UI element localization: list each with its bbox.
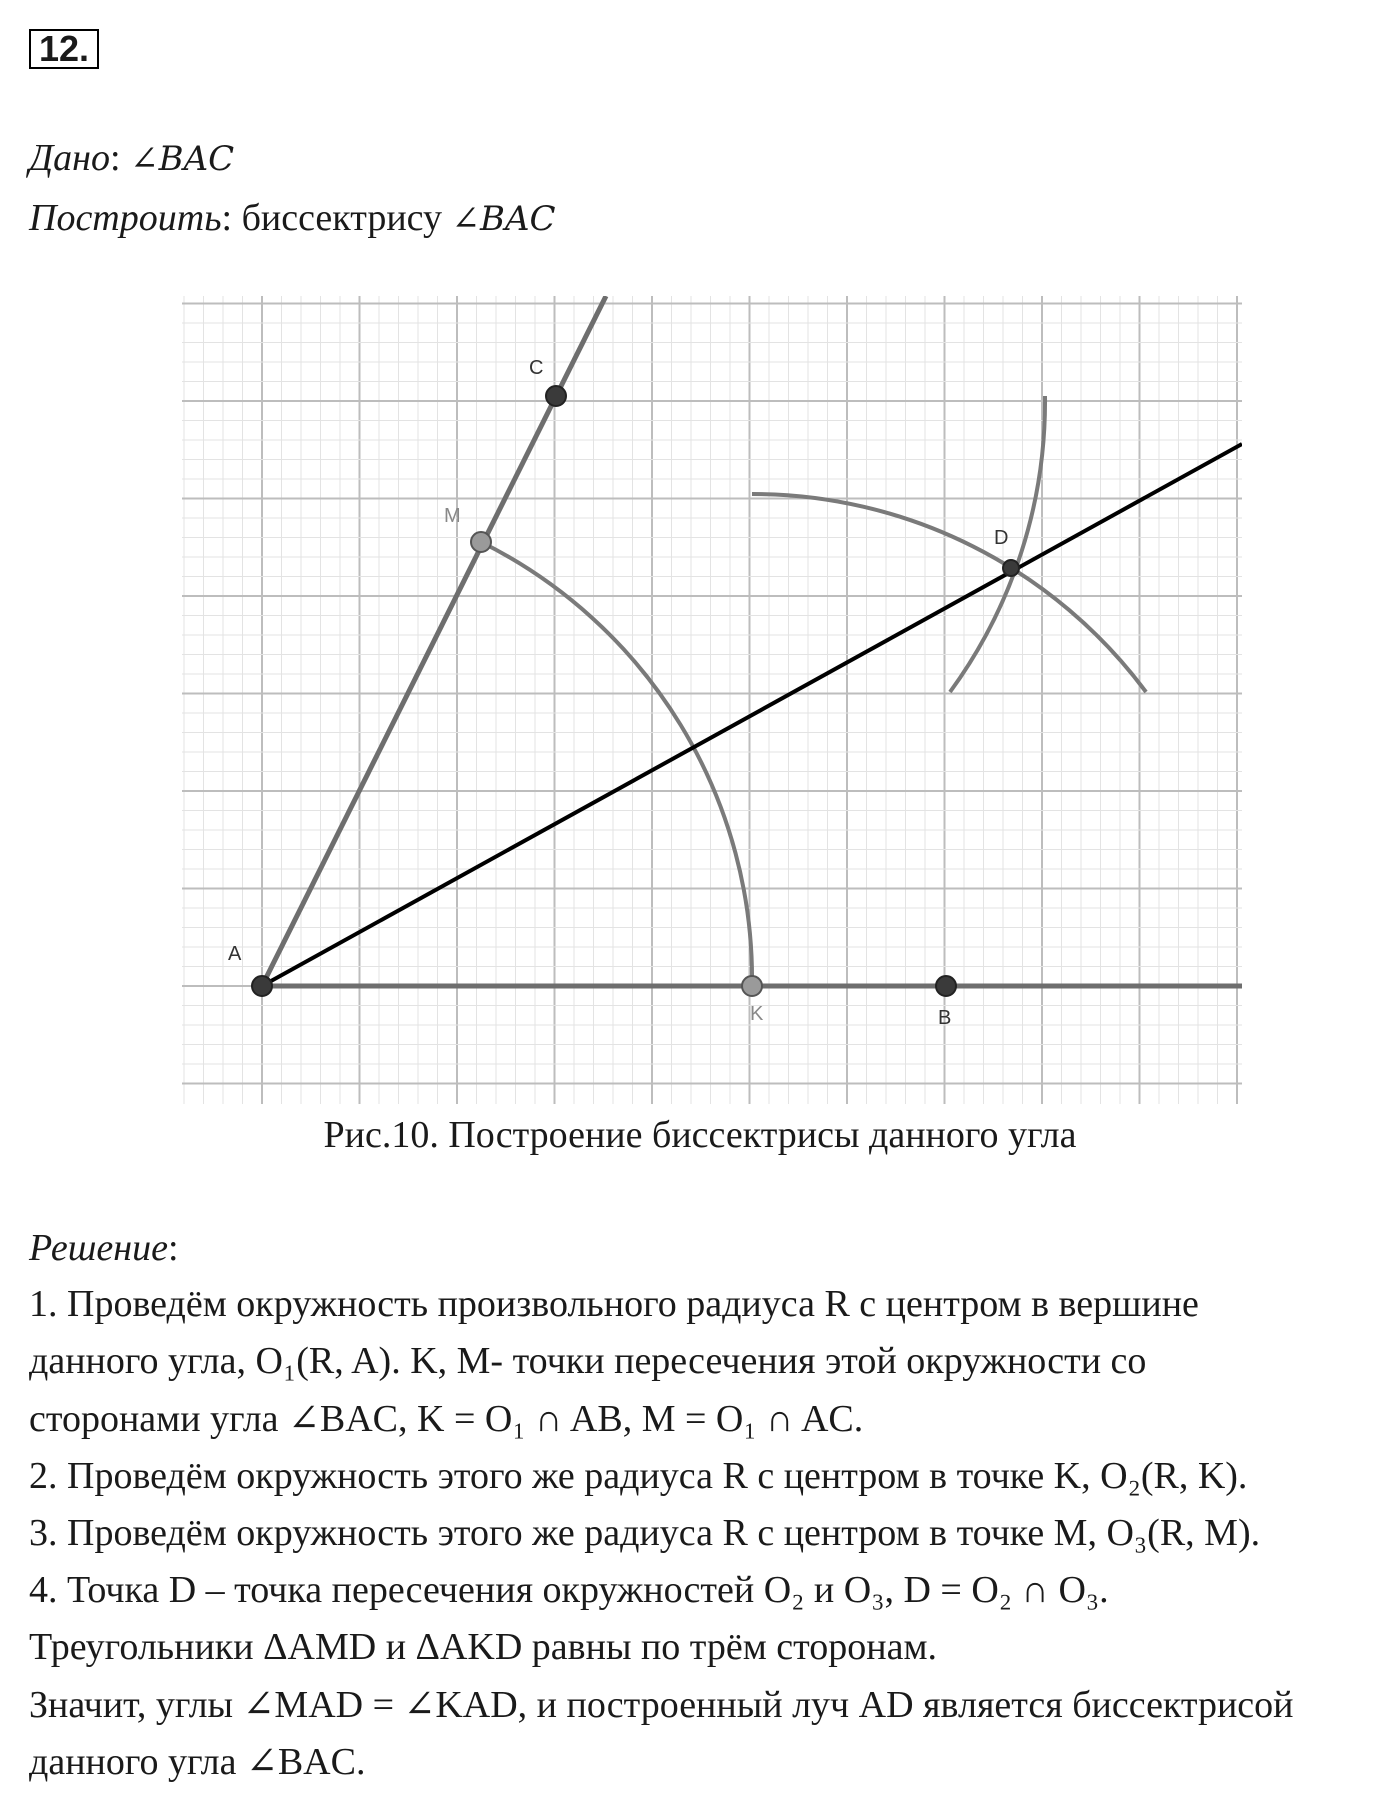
points (252, 386, 1019, 996)
point-c (546, 386, 566, 406)
construct-label: Построить (29, 197, 222, 239)
label-d: D (994, 527, 1009, 549)
solution-line: сторонами угла ∠BAC, K = O₁ ∩ AB, M = O₁ ∩ AC. (29, 1398, 864, 1440)
given-value: ∠BAC (130, 139, 235, 179)
label-m: M (444, 505, 461, 527)
figure-caption: Рис.10. Построение биссектрисы данного угла (323, 1114, 1077, 1156)
construct-colon: : (221, 197, 233, 239)
given-line (29, 136, 234, 180)
point-b (936, 976, 956, 996)
solution-line: данного угла ∠BAC. (29, 1741, 366, 1783)
point-a (252, 976, 272, 996)
problem-number: 12. (29, 29, 99, 69)
construct-value: ∠BAC (451, 199, 556, 239)
solution-line: 3. Проведём окружность этого же радиуса R с центром в точке M, O₃(R, M). (29, 1512, 1261, 1554)
label-b: B (938, 1007, 952, 1029)
solution-line: данного угла, O₁(R, A). K, M- точки пересечения этой окружности со (29, 1340, 1147, 1382)
given-colon: : (110, 137, 121, 179)
label-c: C (529, 357, 544, 379)
solution-heading (29, 1226, 179, 1270)
solution-line: 2. Проведём окружность этого же радиуса R с центром в точке K, O₂(R, K). (29, 1455, 1248, 1497)
construction-lines (262, 296, 1242, 986)
bisector-ad (262, 444, 1242, 986)
solution-heading-colon: : (167, 1227, 179, 1269)
arc-o2 (752, 494, 1146, 692)
grid (182, 296, 1242, 1104)
label-k: K (750, 1003, 764, 1025)
point-m (471, 532, 491, 552)
point-d (1003, 560, 1019, 576)
solution-line: 4. Точка D – точка пересечения окружностей O₂ и O₃, D = O₂ ∩ O₃. (29, 1569, 1109, 1611)
label-a: A (228, 943, 242, 965)
given-label: Дано (29, 137, 111, 179)
solution-heading-label: Решение (29, 1227, 168, 1269)
solution-line: Значит, углы ∠MAD = ∠KAD, и построенный луч AD является биссектрисой (29, 1684, 1294, 1726)
solution-line: Треугольники ΔAMD и ΔAKD равны по трём сторонам. (29, 1626, 938, 1668)
solution-line: 1. Проведём окружность произвольного радиуса R с центром в вершине (29, 1283, 1199, 1325)
construct-line (29, 196, 556, 240)
bisector-construction-figure (182, 296, 1242, 1104)
construct-text: биссектрису (241, 197, 443, 239)
point-k (742, 976, 762, 996)
arc-o1 (481, 542, 752, 986)
